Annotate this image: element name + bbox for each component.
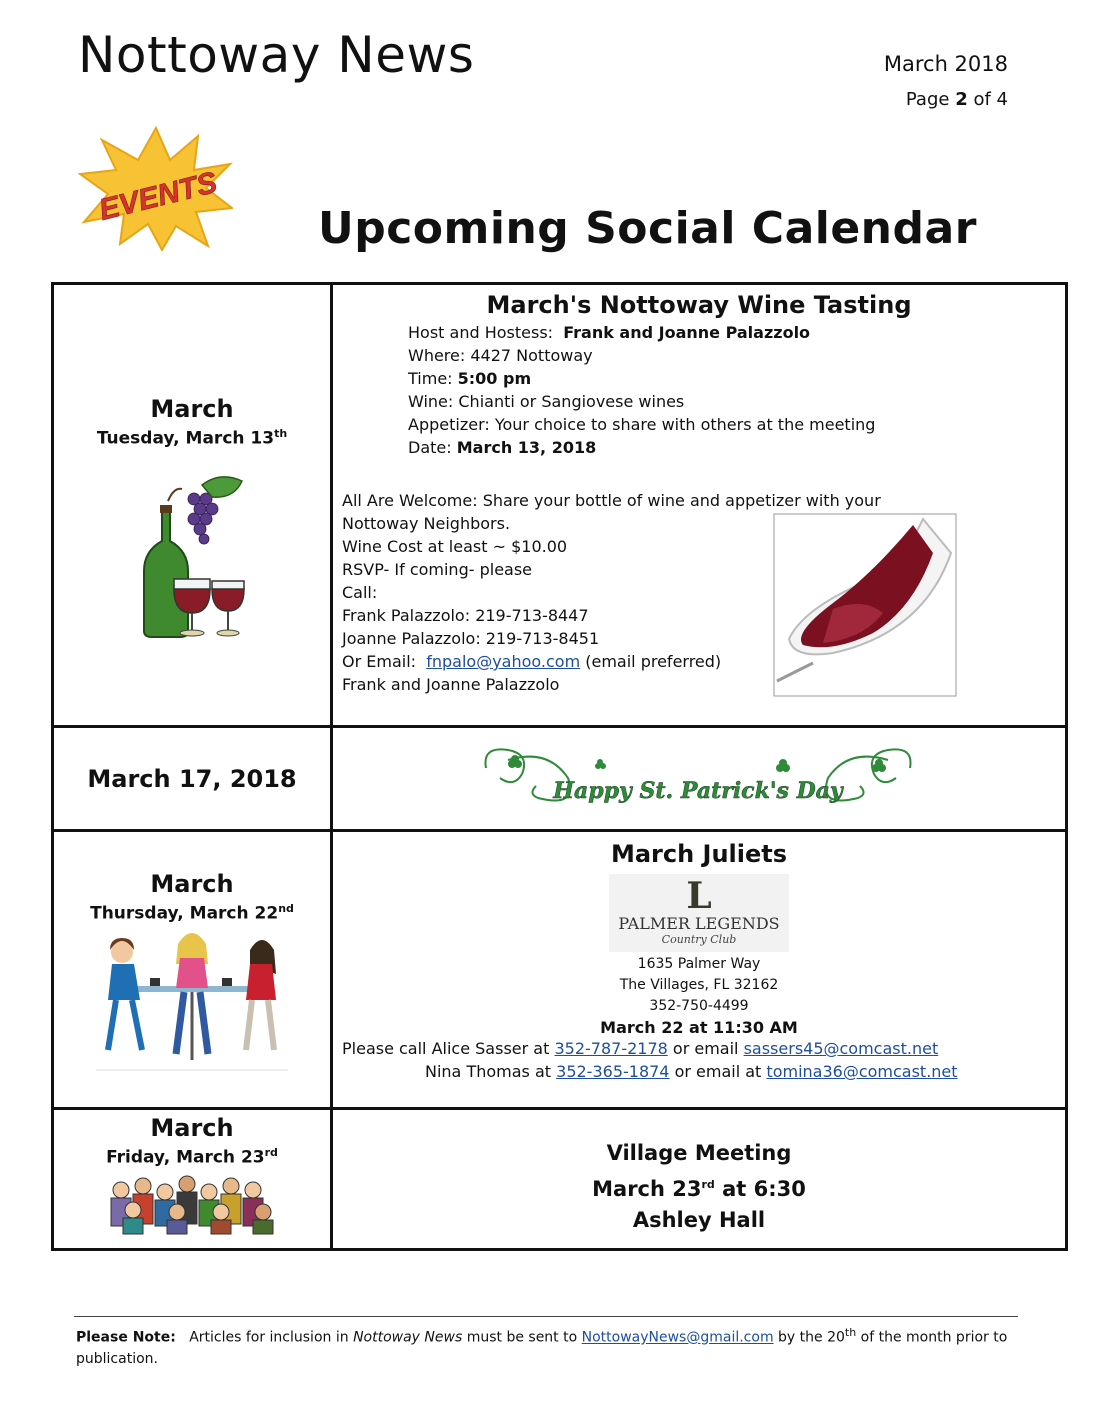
event-day-sup: th xyxy=(274,427,288,440)
logo-letter: L xyxy=(686,875,712,917)
note-pub-name: Nottoway News xyxy=(353,1329,463,1346)
pouring-wine-glass-icon xyxy=(773,513,957,697)
event-details xyxy=(408,321,1065,459)
contact-1-mid: or email xyxy=(672,1039,739,1058)
calendar-date-cell xyxy=(53,284,332,727)
date-label: Date: xyxy=(408,438,452,457)
address-line-1: 1635 Palmer Way xyxy=(637,956,761,972)
crowd-icon xyxy=(107,1170,277,1236)
event-title: March Juliets xyxy=(610,840,788,868)
palmer-legends-logo xyxy=(609,874,789,952)
page-of: of 4 xyxy=(973,89,1008,110)
footer-divider xyxy=(74,1316,1018,1317)
rsvp-line: RSVP- If coming- please xyxy=(342,560,533,579)
contact-1-email-link[interactable]: sassers45@comcast.net xyxy=(743,1039,939,1058)
logo-name: PALMER LEGENDS xyxy=(618,914,780,933)
contact-1-prefix: Please call Alice Sasser at xyxy=(342,1039,550,1058)
signoff-line: Frank and Joanne Palazzolo xyxy=(342,675,560,694)
event-month: March xyxy=(150,870,234,898)
note-text-2: must be sent to xyxy=(466,1329,578,1346)
meeting-place: Ashley Hall xyxy=(632,1208,766,1232)
banner-text: Happy St. Patrick's Day xyxy=(553,778,843,804)
host-label: Host and Hostess: xyxy=(408,323,554,342)
event-day xyxy=(54,1146,330,1168)
calendar-date-cell xyxy=(53,1109,332,1250)
st-patricks-banner xyxy=(478,738,918,828)
contact-1-phone-link[interactable]: 352-787-2178 xyxy=(554,1039,668,1058)
footer-note xyxy=(76,1322,1016,1370)
host-value: Frank and Joanne Palazzolo xyxy=(563,323,811,342)
time-value: 5:00 pm xyxy=(457,369,532,388)
welcome-line: All Are Welcome: Share your bottle of wine and appetizer with your Nottoway Neighbors. xyxy=(342,491,881,533)
calendar-event-cell xyxy=(332,284,1067,727)
club-address xyxy=(333,954,1065,1017)
frank-phone: Frank Palazzolo: 219-713-8447 xyxy=(342,606,589,625)
event-date: March 17, 2018 xyxy=(87,764,297,793)
event-month: March xyxy=(150,395,234,423)
wine-bottle-glasses-icon xyxy=(132,471,252,641)
calendar-date-cell xyxy=(53,831,332,1109)
club-phone: 352-750-4499 xyxy=(649,998,749,1014)
time-label: Time: xyxy=(408,369,453,388)
page-prefix: Page xyxy=(905,89,950,110)
date-value: March 13, 2018 xyxy=(456,438,597,457)
events-burst-icon xyxy=(78,126,233,251)
event-day-text: Thursday, March 22 xyxy=(90,903,279,924)
event-day-sup: nd xyxy=(278,902,294,915)
meeting-when-sup: rd xyxy=(701,1178,715,1191)
calendar-row-wine-tasting xyxy=(53,284,1067,727)
host-line xyxy=(408,321,1065,344)
newsletter-title: Nottoway News xyxy=(78,26,475,84)
event-day-sup: rd xyxy=(264,1146,278,1159)
joanne-phone: Joanne Palazzolo: 219-713-8451 xyxy=(342,629,600,648)
footer-email-link[interactable]: NottowayNews@gmail.com xyxy=(581,1329,774,1346)
juliets-contact-1 xyxy=(342,1037,1065,1060)
address-line-2: The Villages, FL 32162 xyxy=(619,977,779,993)
event-day xyxy=(54,902,330,924)
social-calendar-table xyxy=(51,282,1068,1251)
calendar-event-cell xyxy=(332,727,1067,831)
email-label: Or Email: xyxy=(342,652,417,671)
call-line: Call: xyxy=(342,583,378,602)
calendar-event-cell xyxy=(332,1109,1067,1250)
cost-line: Wine Cost at least ~ $10.00 xyxy=(342,537,568,556)
appetizer-line: Appetizer: Your choice to share with others at the meeting xyxy=(408,415,876,434)
email-note: (email preferred) xyxy=(585,652,722,671)
events-burst-label: EVENTS xyxy=(95,165,221,228)
juliets-contact-2 xyxy=(425,1060,1065,1083)
meeting-when xyxy=(333,1169,1065,1205)
wine-line: Wine: Chianti or Sangiovese wines xyxy=(408,392,685,411)
note-text-3: by the 20 xyxy=(778,1329,845,1346)
calendar-event-cell xyxy=(332,831,1067,1109)
date-line xyxy=(408,436,1065,459)
where-line: Where: 4427 Nottoway xyxy=(408,346,593,365)
wine-email-link[interactable]: fnpalo@yahoo.com xyxy=(426,652,581,671)
event-month: March xyxy=(150,1114,234,1142)
note-label: Please Note: xyxy=(76,1329,176,1346)
meeting-when-prefix: March 23 xyxy=(592,1177,702,1201)
event-day-text: Friday, March 23 xyxy=(106,1147,265,1168)
page-heading: Upcoming Social Calendar xyxy=(318,203,977,254)
contact-2-mid: or email at xyxy=(674,1062,762,1081)
note-sup: th xyxy=(844,1326,857,1339)
contact-2-email-link[interactable]: tomina36@comcast.net xyxy=(766,1062,958,1081)
page-current: 2 xyxy=(955,89,968,110)
note-text-4: of the month prior to publication. xyxy=(76,1329,1008,1367)
meeting-title: Village Meeting xyxy=(606,1141,792,1165)
calendar-row-juliets xyxy=(53,831,1067,1109)
meeting-when-suffix: at 6:30 xyxy=(722,1177,806,1201)
page-indicator xyxy=(906,89,1008,110)
event-title: March's Nottoway Wine Tasting xyxy=(486,291,912,319)
event-day-text: Tuesday, March 13 xyxy=(96,428,275,449)
time-line xyxy=(408,367,1065,390)
contact-2-prefix: Nina Thomas at xyxy=(425,1062,552,1081)
event-day xyxy=(54,427,330,449)
calendar-row-st-patricks xyxy=(53,727,1067,831)
note-text-1: Articles for inclusion in xyxy=(189,1329,349,1346)
calendar-row-village-meeting xyxy=(53,1109,1067,1250)
contact-2-phone-link[interactable]: 352-365-1874 xyxy=(556,1062,670,1081)
meeting-details xyxy=(333,1138,1065,1236)
logo-sub: Country Club xyxy=(661,933,737,946)
issue-date: March 2018 xyxy=(883,52,1008,76)
calendar-date-cell xyxy=(53,727,332,831)
shamrock-icon xyxy=(508,755,886,772)
event-when: March 22 at 11:30 AM xyxy=(600,1018,798,1037)
ladies-at-table-icon xyxy=(92,930,292,1080)
